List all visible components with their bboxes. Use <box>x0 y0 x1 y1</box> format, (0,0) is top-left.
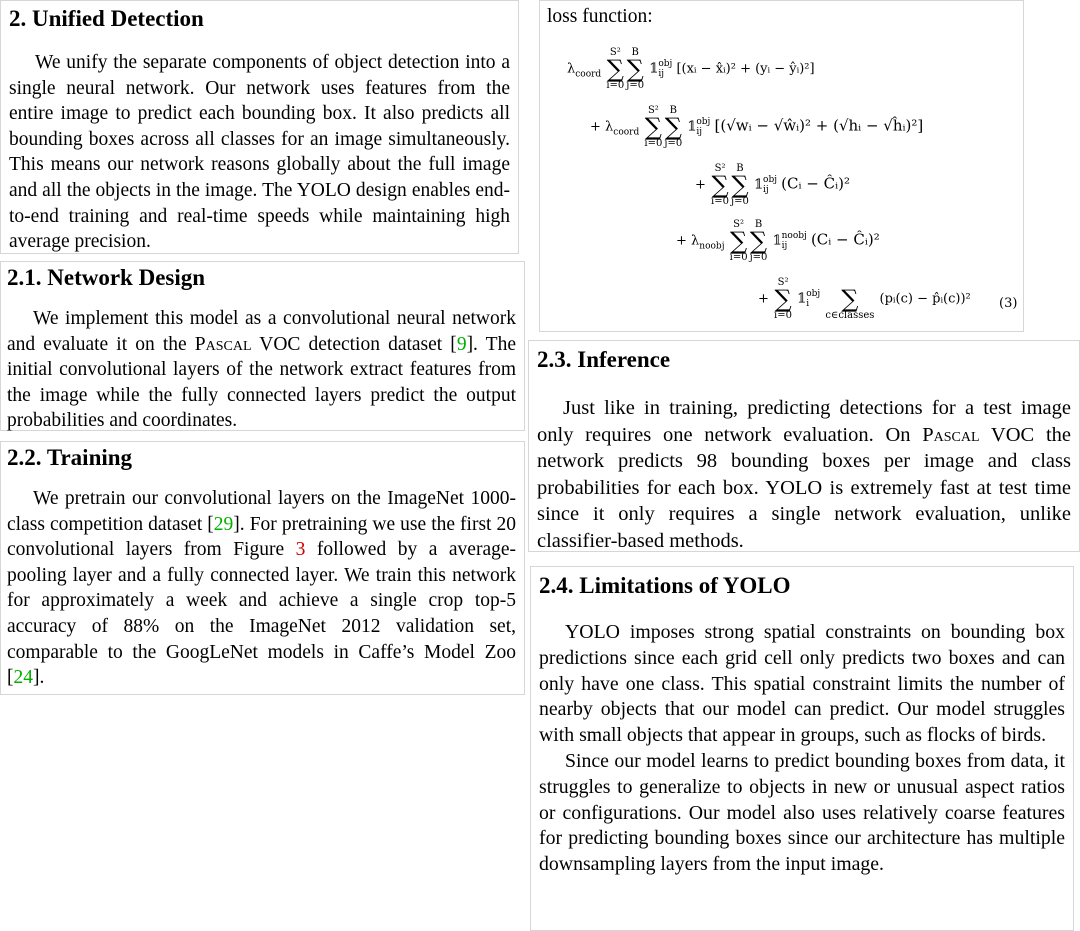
summation: B ∑ j=0 <box>749 219 768 263</box>
summation: ∑ c∈classes <box>825 285 875 321</box>
section-unified-detection <box>0 0 519 254</box>
paragraph: Since our model learns to predict bounding boxes from data, it struggles to generalize to objects in new or unusual aspect ratios or configurations. Our model also uses relatively coarse features for predicting bounding boxes since our architecture has multiple downsampling layers from the input image. <box>539 749 1065 876</box>
summation: B ∑ j=0 <box>626 47 645 91</box>
section-title: 2.2. Training <box>7 445 133 470</box>
citation-link[interactable]: 9 <box>456 333 467 355</box>
section-title: 2.4. Limitations of YOLO <box>539 573 791 598</box>
loss-function-block <box>539 0 1024 332</box>
loss-intro: loss function: <box>547 6 653 27</box>
summation: B ∑ j=0 <box>664 105 683 149</box>
paragraph: We implement this model as a convolutional neural network and evaluate it on the Pascal VOC detection dataset [9]. The initial convolutional layers of the network extract features from the image while the fully connected layers predict the output probabilities and coordinates. <box>7 308 516 432</box>
section-title: 2.3. Inference <box>537 347 671 372</box>
equation-number: (3) <box>999 296 1018 311</box>
section-network-design <box>0 261 525 431</box>
loss-term-obj-confidence: + S² ∑ i=0B ∑ j=0 𝟙obj ij (Cᵢ − Ĉᵢ)² <box>695 163 850 207</box>
summation: S² ∑ i=0 <box>729 219 748 263</box>
paragraph: We pretrain our convolutional layers on the ImageNet 1000-class competition dataset [29]. For pretraining we use the first 20 convolutional layers from Figure 3 followed by a average-pooling layer and a fully connected layer. We train this network for approximately a week and achieve a single crop top-5 accuracy of 88% on the ImageNet 2012 validation set, comparable to the GoogLeNet models in Caffe’s Model Zoo [24]. <box>7 488 516 689</box>
paragraph: YOLO imposes strong spatial constraints on bounding box predictions since each grid cell only predicts two boxes and can only have one class. This spatial constraint limits the number of nearby objects that our model can predict. Our model struggles with small objects that appear in groups, such as flocks of birds. <box>539 621 1065 747</box>
section-title: 2.1. Network Design <box>7 265 206 290</box>
section-limitations <box>530 566 1074 931</box>
citation-link[interactable]: 29 <box>213 513 234 535</box>
loss-term-coord-wh: + $\lambda_{coord}$ S² ∑ i=0B ∑ j=0 𝟙obj ij [(√wᵢ − √ŵᵢ)² + (√hᵢ − √ĥᵢ)²] <box>590 105 924 149</box>
paragraph: We unify the separate components of object detection into a single neural network. Our network uses features from the entire image to predict each bounding box. It also predicts all bounding boxes across all classes for an image simultaneously. This means our network reasons globally about the full image and all the objects in the image. The YOLO design enables end-to-end training and real-time speeds while maintaining high average precision. <box>9 52 510 253</box>
section-title: 2. Unified Detection <box>9 6 204 31</box>
summation: S² ∑ i=0 <box>606 47 625 91</box>
figure-link[interactable]: 3 <box>295 539 306 561</box>
section-inference <box>528 340 1080 552</box>
summation: B ∑ j=0 <box>731 163 749 207</box>
summation: S² ∑ i=0 <box>774 277 792 321</box>
summation: S² ∑ i=0 <box>711 163 729 207</box>
loss-term-coord-xy: $\lambda_{coord}$ S² ∑ i=0B ∑ j=0 𝟙obj ij [(xᵢ − x̂ᵢ)² + (yᵢ − ŷᵢ)²] <box>567 47 815 91</box>
paragraph: Just like in training, predicting detections for a test image only requires one network evaluation. On Pascal VOC the network predicts 98 bounding boxes per image and class probabilities for each box. YOLO is extremely fast at test time since it only requires a single network evaluation, unlike classifier-based methods. <box>537 397 1071 552</box>
section-training <box>0 441 525 695</box>
summation: S² ∑ i=0 <box>644 105 663 149</box>
citation-link[interactable]: 24 <box>13 667 33 689</box>
loss-term-class-probability: + S² ∑ i=0 𝟙obj i ∑ c∈classes (pᵢ(c) − p̂ᵢ(c))² <box>758 277 971 321</box>
loss-term-noobj-confidence: + $\lambda_{noobj}$ S² ∑ i=0B ∑ j=0 𝟙noobj ij (Cᵢ − Ĉᵢ)² <box>676 219 880 263</box>
